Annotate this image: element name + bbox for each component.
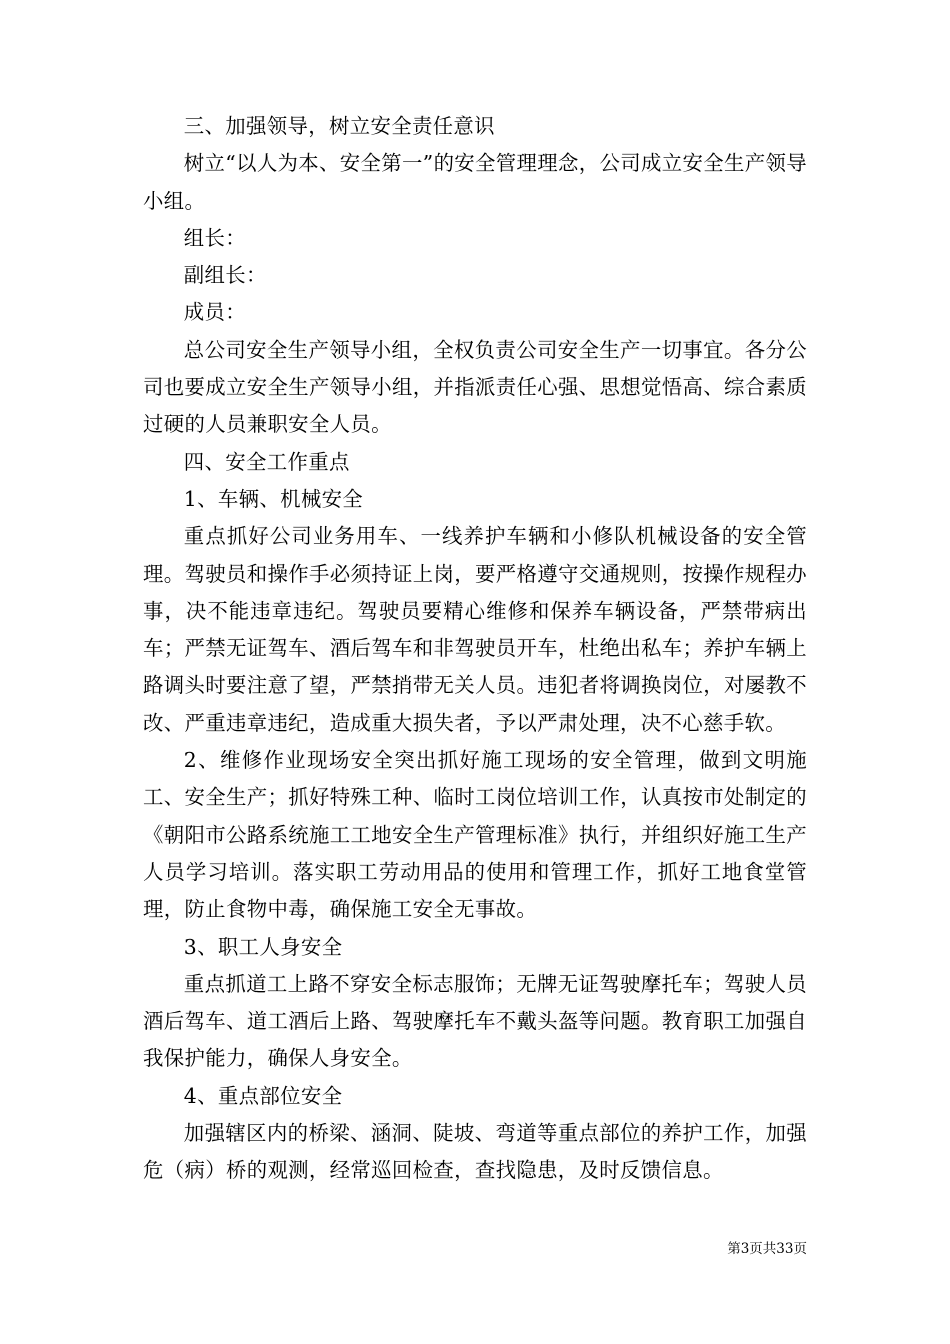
page-number-footer: 第3页共33页 <box>727 1241 807 1257</box>
document-body <box>143 108 807 1190</box>
section-heading-3: 三、加强领导，树立安全责任意识 <box>183 114 495 138</box>
paragraph-safety-concept: 树立“以人为本、安全第一”的安全管理理念，公司成立安全生产领导小组。 <box>143 151 807 213</box>
paragraph-key-location-safety: 加强辖区内的桥梁、涵洞、陡坡、弯道等重点部位的养护工作，加强危（病）桥的观测，经常巡回检查，查找隐患，及时反馈信息。 <box>143 1121 807 1183</box>
subheading-personal-safety: 3、职工人身安全 <box>183 934 343 959</box>
members-line: 成员： <box>183 300 247 325</box>
section-heading-4: 四、安全工作重点 <box>183 449 350 474</box>
paragraph-vehicle-safety: 重点抓好公司业务用车、一线养护车辆和小修队机械设备的安全管理。驾驶员和操作手必须持证上岗，要严格遵守交通规则，按操作规程办事，决不能违章违纪。驾驶员要精心维修和保养车辆设备，严禁带病出车；严禁无证驾车、酒后驾车和非驾驶员开车，杜绝出私车；养护车辆上路调头时要注意了望，严禁捎带无关人员。违犯者将调换岗位，对屡教不改、严重违章违纪，造成重大损失者，予以严肃处理，决不心慈手软。 <box>143 524 807 735</box>
subheading-vehicle-safety: 1、车辆、机械安全 <box>183 486 364 511</box>
paragraph-leadership-group: 总公司安全生产领导小组，全权负责公司安全生产一切事宜。各分公司也要成立安全生产领导小组，并指派责任心强、思想觉悟高、综合素质过硬的人员兼职安全人员。 <box>143 337 807 437</box>
deputy-leader-line: 副组长： <box>183 263 267 288</box>
group-leader-line: 组长： <box>183 225 247 250</box>
subheading-key-location-safety: 4、重点部位安全 <box>183 1083 343 1108</box>
paragraph-worksite-safety: 2、维修作业现场安全突出抓好施工现场的安全管理，做到文明施工、安全生产；抓好特殊工种、临时工岗位培训工作，认真按市处制定的《朝阳市公路系统施工工地安全生产管理标准》执行，并组织好施工生产人员学习培训。落实职工劳动用品的使用和管理工作，抓好工地食堂管理，防止食物中毒，确保施工安全无事故。 <box>143 748 807 922</box>
paragraph-personal-safety: 重点抓道工上路不穿安全标志服饰；无牌无证驾驶摩托车；驾驶人员酒后驾车、道工酒后上路、驾驶摩托车不戴头盔等问题。教育职工加强自我保护能力，确保人身安全。 <box>143 971 807 1071</box>
